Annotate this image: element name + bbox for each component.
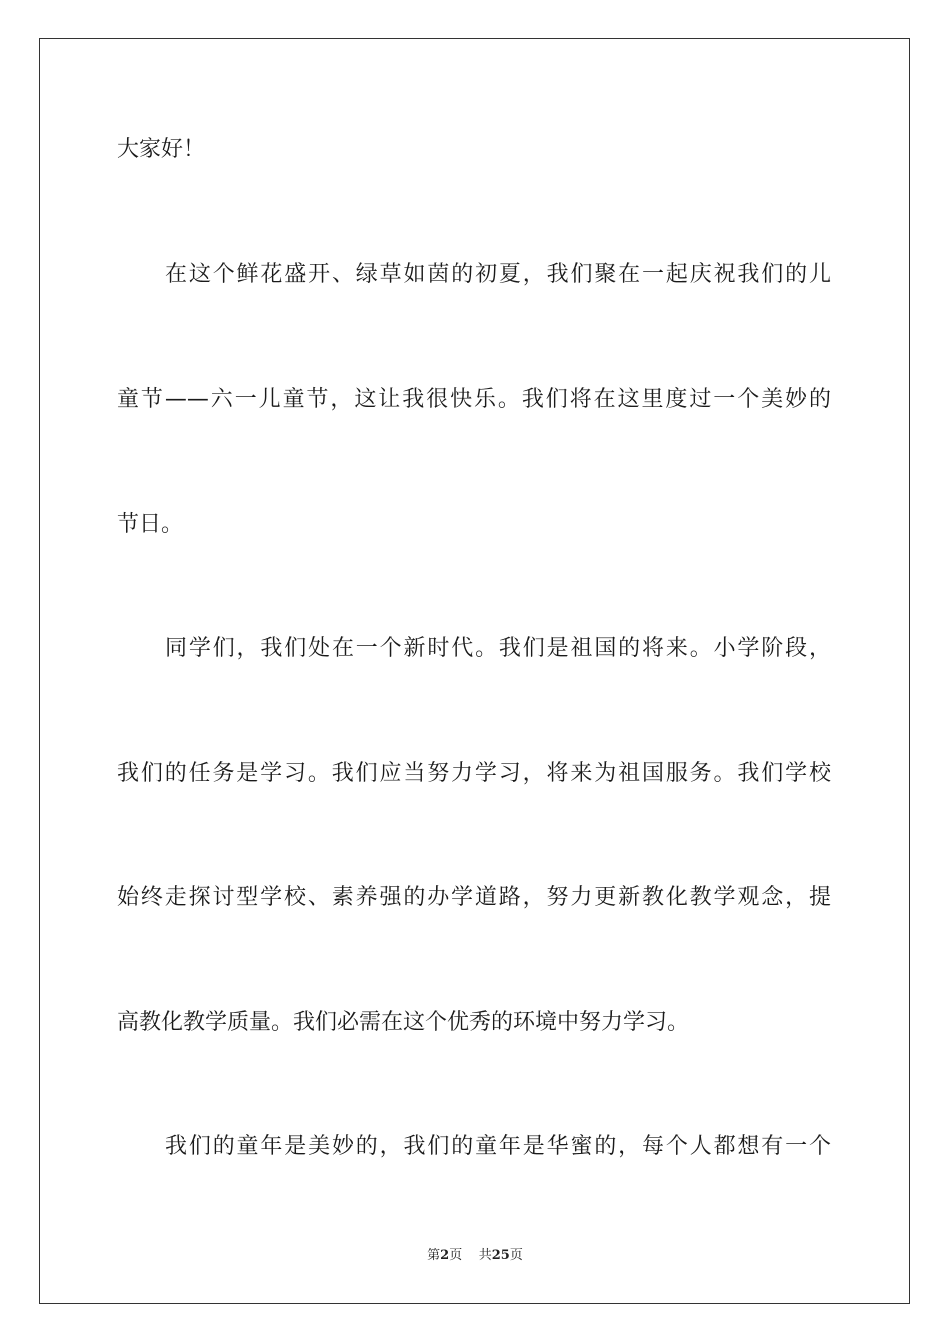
footer-page-number: 2 <box>440 1248 450 1263</box>
paragraph-3-line-1: 我们的童年是美妙的，我们的童年是华蜜的，每个人都想有一个 <box>165 1134 831 1159</box>
paragraph-2-line-4: 高教化教学质量。我们必需在这个优秀的环境中努力学习。 <box>117 1010 690 1035</box>
footer-total-pages: 25 <box>491 1248 510 1263</box>
footer-total-suffix: 页 <box>509 1248 523 1263</box>
footer-page-prefix: 第 <box>427 1248 441 1263</box>
greeting-line: 大家好！ <box>117 137 206 162</box>
page-footer <box>0 1247 950 1265</box>
footer-page-suffix: 页 <box>449 1248 463 1263</box>
paragraph-2-line-3: 始终走探讨型学校、素养强的办学道路，努力更新教化教学观念，提 <box>117 885 831 910</box>
paragraph-1-line-2: 童节——六一儿童节，这让我很快乐。我们将在这里度过一个美妙的 <box>117 387 831 412</box>
page-border <box>39 38 910 1304</box>
paragraph-2-line-2: 我们的任务是学习。我们应当努力学习，将来为祖国服务。我们学校 <box>117 761 831 786</box>
paragraph-1-line-1: 在这个鲜花盛开、绿草如茵的初夏，我们聚在一起庆祝我们的儿 <box>165 262 831 287</box>
paragraph-1-line-3: 节日。 <box>117 512 184 537</box>
footer-total-prefix: 共 <box>478 1248 492 1263</box>
paragraph-2-line-1: 同学们，我们处在一个新时代。我们是祖国的将来。小学阶段， <box>165 636 831 661</box>
